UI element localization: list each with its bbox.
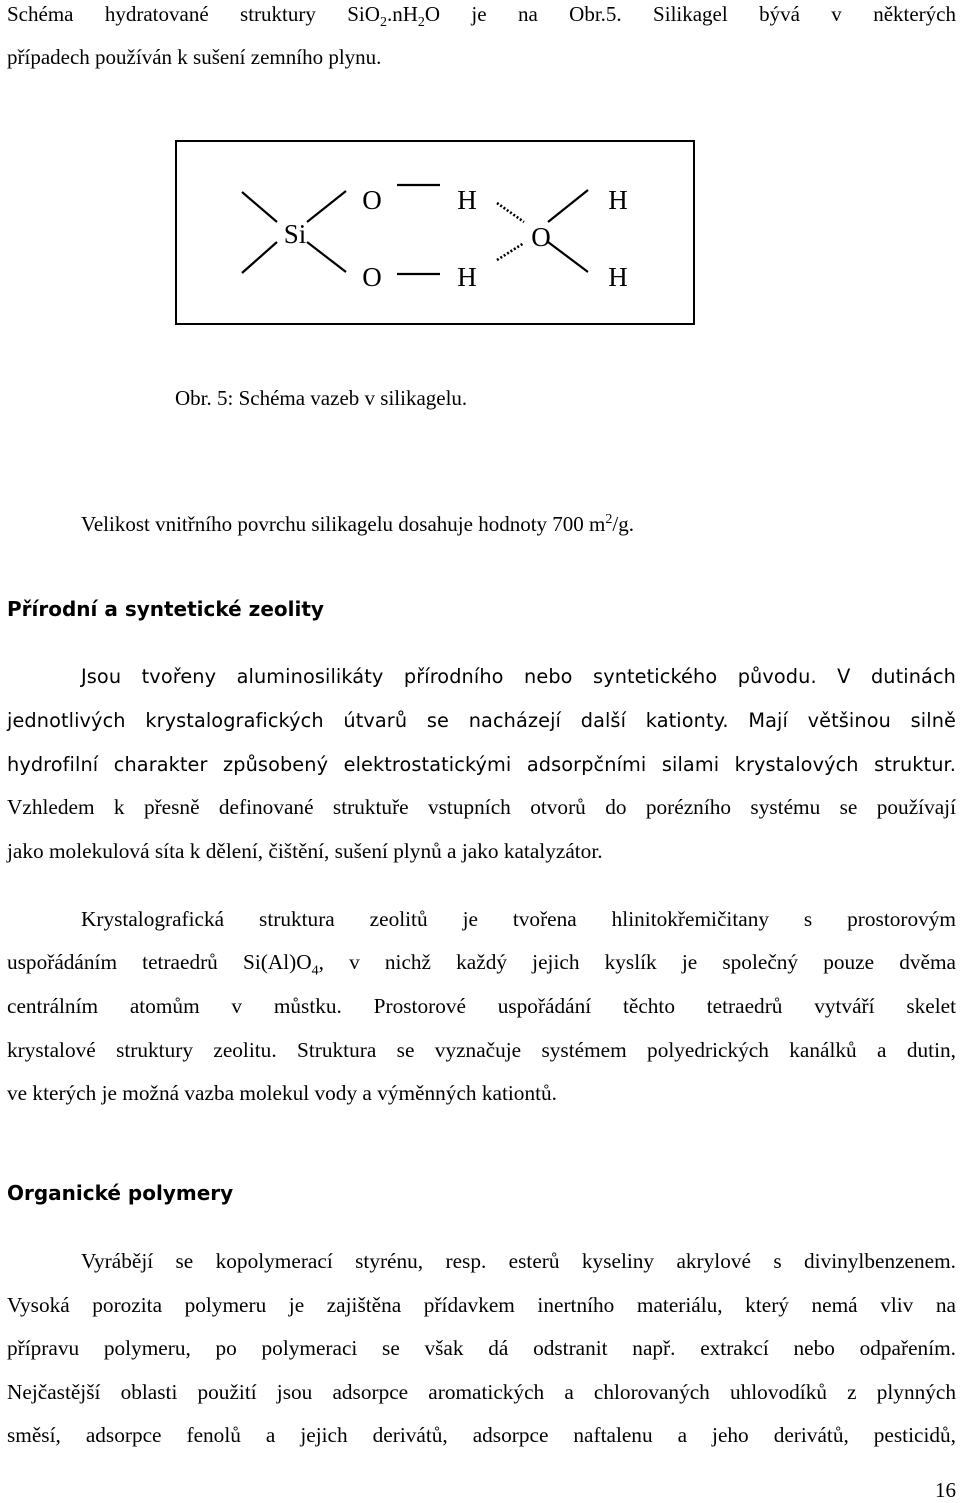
atom-h-bottom-left: H xyxy=(457,262,477,292)
diagram-frame xyxy=(176,141,694,324)
text-fragment: .nH xyxy=(386,2,418,26)
silica-gel-bond-diagram xyxy=(175,140,695,325)
text-fragment: /g. xyxy=(612,512,634,536)
text-fragment: Schéma hydratované struktury SiO xyxy=(7,2,380,26)
bond-line xyxy=(307,191,346,222)
text-fragment: , v nichž každý jejich kyslík je společný pouze dvěma xyxy=(318,950,956,974)
paragraph-line: směsí, adsorpce fenolů a jejich derivátů, adsorpce naftalenu a jeho derivátů, pesticidů, xyxy=(7,1423,956,1447)
paragraph-line: Nejčastější oblasti použití jsou adsorpce aromatických a chlorovaných uhlovodíků z plynných xyxy=(7,1380,956,1404)
section-heading-polymery: Organické polymery xyxy=(7,1181,234,1205)
paragraph-line: přípravu polymeru, po polymeraci se však dá odstranit např. extrakcí nebo odpařením. xyxy=(7,1336,956,1360)
bond-line xyxy=(548,242,588,272)
page-number: 16 xyxy=(935,1478,956,1502)
atom-o-bottom: O xyxy=(362,262,382,292)
paragraph-line: hydrofilní charakter způsobený elektrostatickými adsorpčními silami krystalových struktur. xyxy=(7,753,956,776)
paragraph-line: Vyrábějí se kopolymerací styrénu, resp. esterů kyseliny akrylové s divinylbenzenem. xyxy=(81,1249,956,1273)
atom-si: Si xyxy=(283,219,307,249)
paragraph-line: případech používán k sušení zemního plynu. xyxy=(7,45,382,69)
paragraph-line: Vysoká porozita polymeru je zajištěna přídavkem inertního materiálu, který nemá vliv na xyxy=(7,1293,956,1317)
text-fragment: O je na Obr.5. Silikagel bývá v některých xyxy=(424,2,956,26)
atom-o-top: O xyxy=(362,185,382,215)
subscript: 2 xyxy=(417,15,425,31)
bond-line xyxy=(242,192,277,222)
superscript: 2 xyxy=(605,512,613,527)
paragraph-line: ve kterých je možná vazba molekul vody a výměnných kationtů. xyxy=(7,1081,557,1105)
atom-h-bottom-right: H xyxy=(608,262,628,292)
paragraph-line: jako molekulová síta k dělení, čištění, sušení plynů a jako katalyzátor. xyxy=(7,839,603,863)
atom-h-top-right: H xyxy=(608,185,628,215)
paragraph-line: Vzhledem k přesně definované struktuře vstupních otvorů do porézního systému se používají xyxy=(7,795,956,819)
text-fragment: uspořádáním tetraedrů Si(Al)O xyxy=(7,950,312,974)
paragraph-line xyxy=(7,2,956,31)
atom-o-middle: O xyxy=(531,222,551,252)
section-heading-zeolity: Přírodní a syntetické zeolity xyxy=(7,597,324,621)
bond-line xyxy=(242,242,277,273)
atom-h-top-left: H xyxy=(457,185,477,215)
paragraph-line xyxy=(7,950,956,979)
hydrogen-bond xyxy=(497,203,524,222)
diagram-svg xyxy=(175,140,695,325)
text-fragment: Velikost vnitřního povrchu silikagelu dosahuje hodnoty 700 m xyxy=(81,512,606,536)
subscript: 2 xyxy=(379,15,387,31)
paragraph-line: Krystalografická struktura zeolitů je tvořena hlinitokřemičitany s prostorovým xyxy=(81,907,956,931)
paragraph-line: jednotlivých krystalografických útvarů se nacházejí další kationty. Mají většinou silně xyxy=(7,709,956,732)
paragraph-line xyxy=(81,512,956,537)
hydrogen-bond xyxy=(497,243,524,260)
bond-line xyxy=(548,190,588,222)
paragraph-line: centrálním atomům v můstku. Prostorové uspořádání těchto tetraedrů vytváří skelet xyxy=(7,994,956,1018)
subscript: 4 xyxy=(311,963,319,979)
bond-line xyxy=(307,242,346,272)
figure-caption: Obr. 5: Schéma vazeb v silikagelu. xyxy=(175,386,468,410)
paragraph-line: Jsou tvořeny aluminosilikáty přírodního nebo syntetického původu. V dutinách xyxy=(81,665,956,688)
paragraph-line: krystalové struktury zeolitu. Struktura se vyznačuje systémem polyedrických kanálků a dutin, xyxy=(7,1038,956,1062)
